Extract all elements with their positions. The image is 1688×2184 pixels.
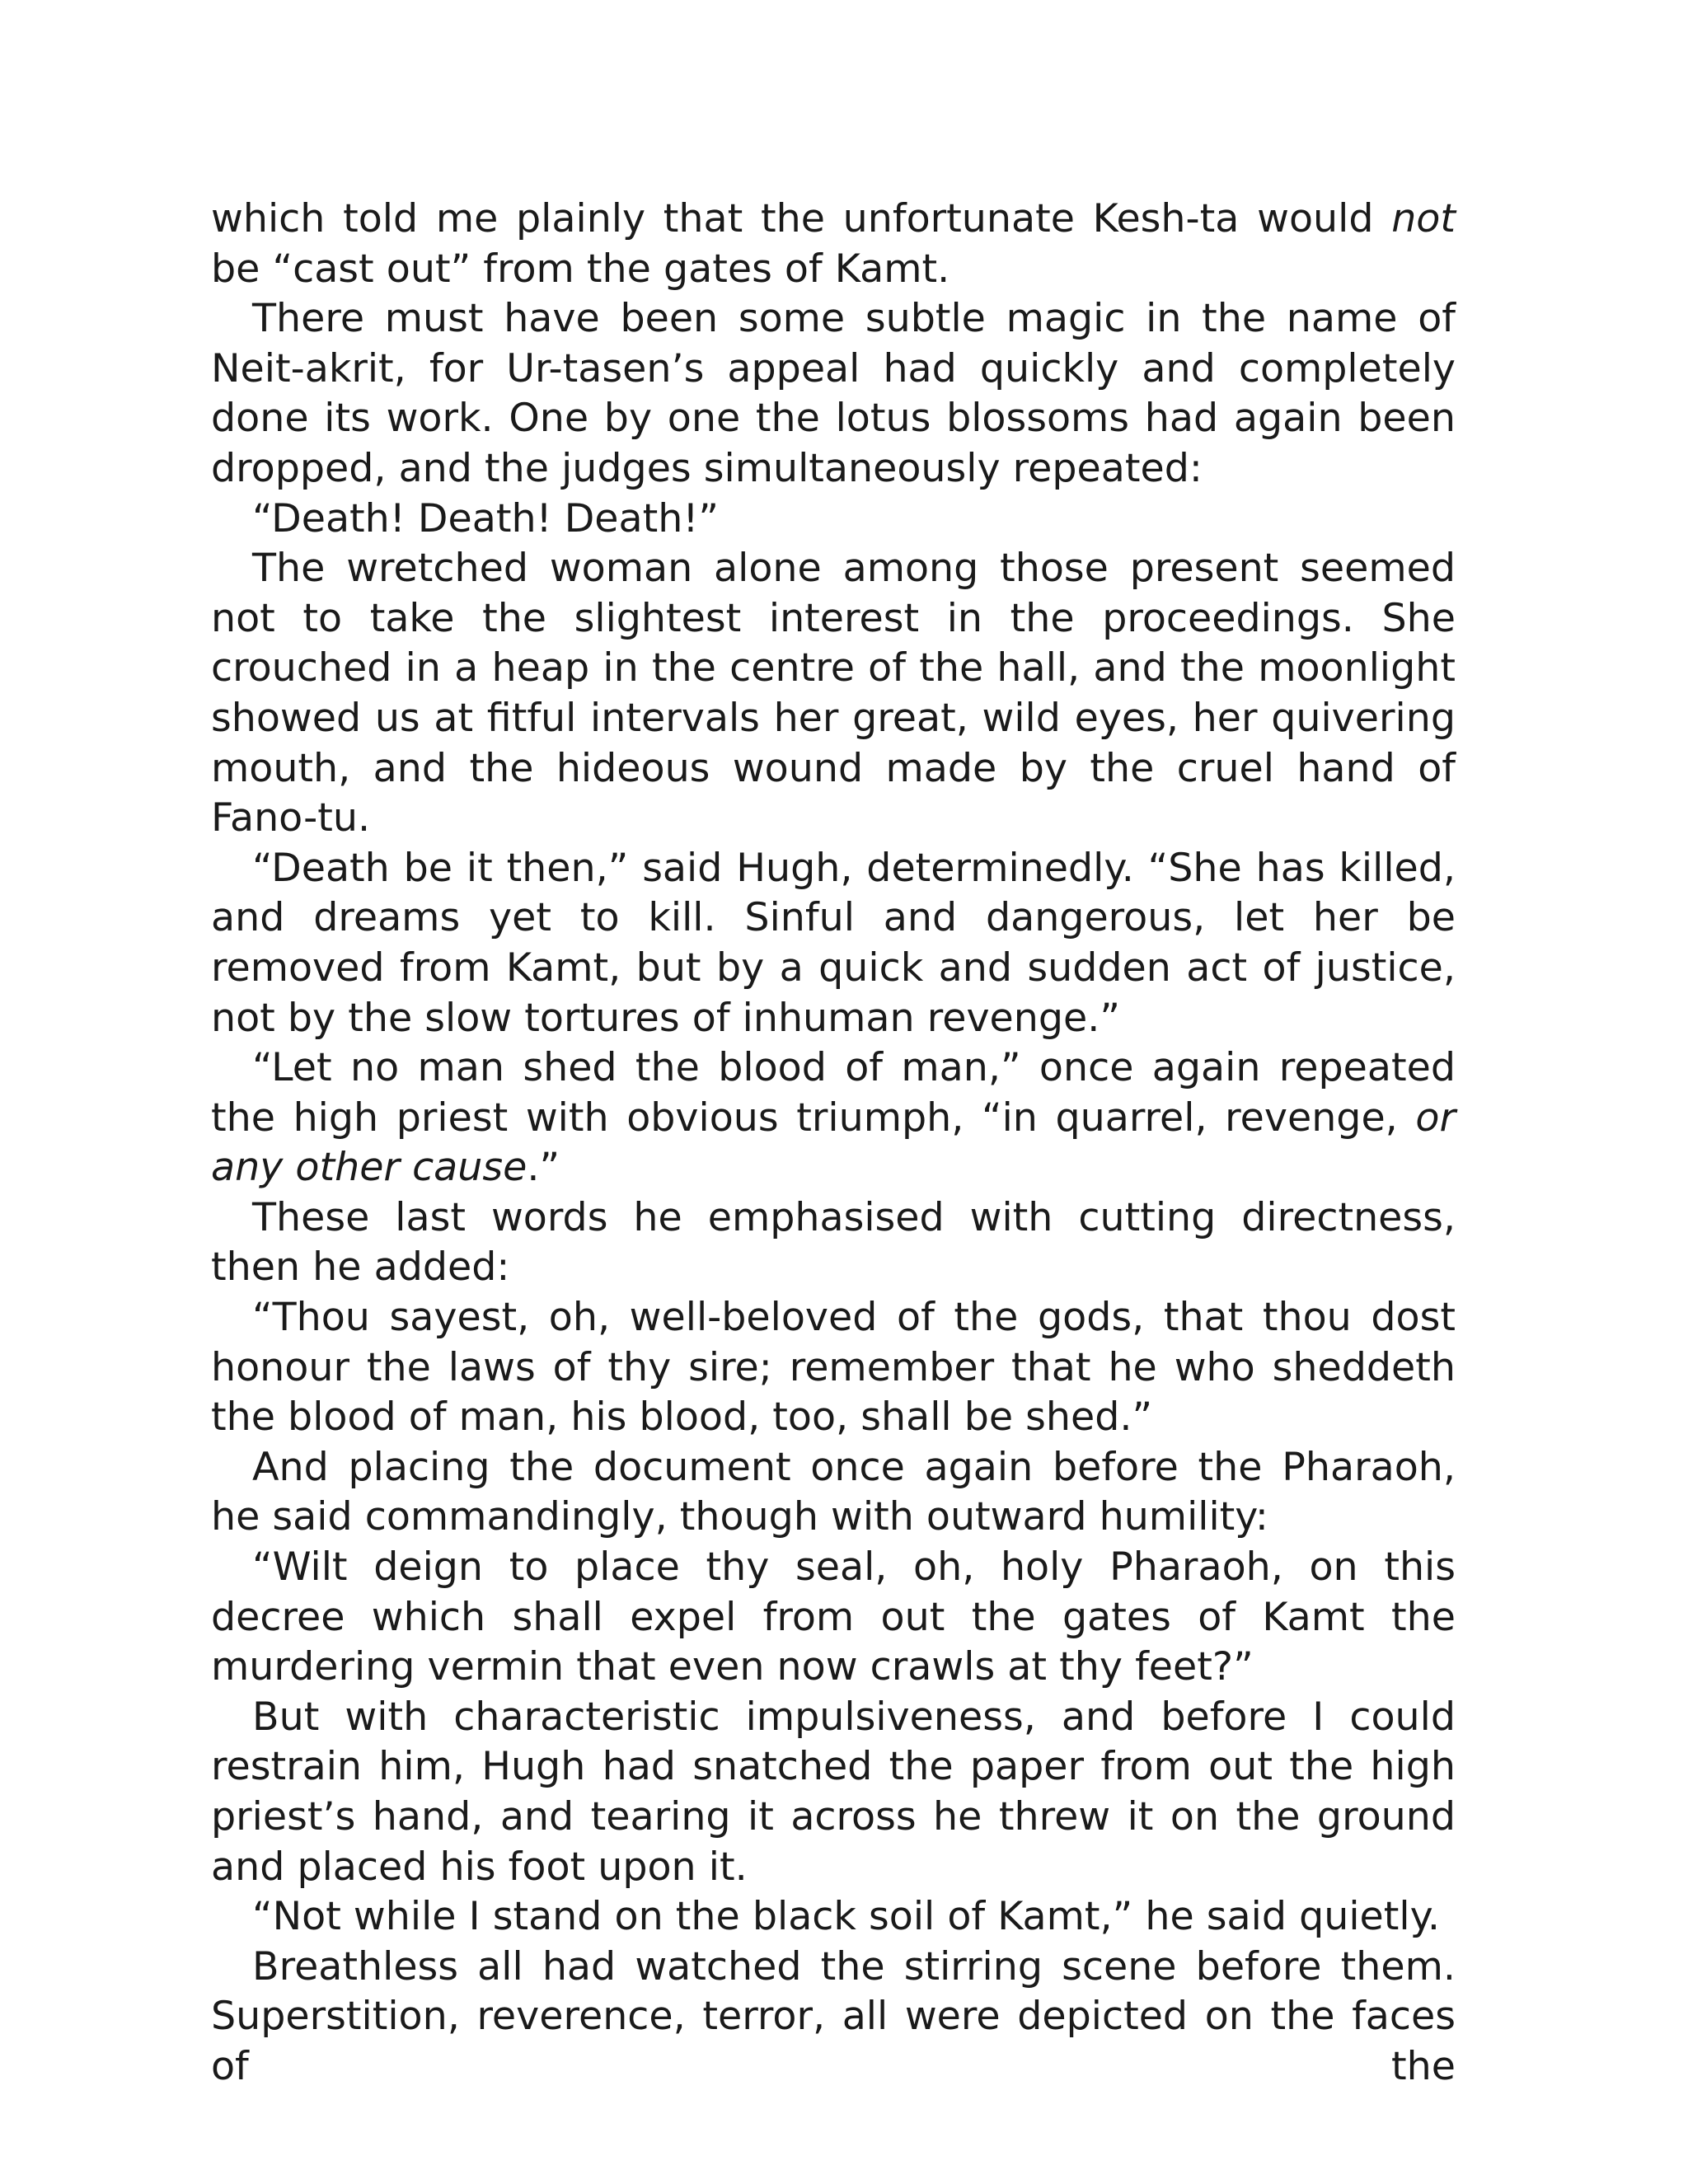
italic-run: not bbox=[1391, 196, 1456, 241]
paragraph bbox=[211, 1943, 1456, 2093]
paragraph bbox=[211, 494, 1456, 545]
text-run: The wretched woman alone among those present seemed not to take the slightest interest in the proceedings. She crouched in a heap in the centre of the hall, and the moonlight showed us at fitful intervals her great, wild eyes, her quivering mouth, and the hideous wound made by the cruel hand of Fano-tu. bbox=[211, 546, 1456, 841]
paragraph bbox=[211, 1043, 1456, 1193]
text-run: “Not while I stand on the black soil of Kamt,” he said quietly. bbox=[252, 1894, 1441, 1940]
paragraph bbox=[211, 1693, 1456, 1892]
text-run: Breathless all had watched the stirring scene before them. Superstition, reverence, terror, all were depicted on the faces of the bbox=[211, 1943, 1456, 2089]
paragraph bbox=[211, 1543, 1456, 1693]
page-body bbox=[211, 194, 1456, 2093]
paragraph bbox=[211, 194, 1456, 294]
paragraph bbox=[211, 844, 1456, 1043]
paragraph bbox=[211, 1193, 1456, 1293]
text-run: And placing the document once again before the Pharaoh, he said commandingly, though with outward humility: bbox=[211, 1444, 1456, 1540]
text-run: But with characteristic impulsiveness, and before I could restrain him, Hugh had snatched the paper from out the high priest’s hand, and tearing it across he threw it on the ground and placed his foot upon it. bbox=[211, 1694, 1456, 1890]
text-run: These last words he emphasised with cutting directness, then he added: bbox=[211, 1194, 1456, 1291]
paragraph bbox=[211, 1892, 1456, 1943]
text-run: be “cast out” from the gates of Kamt. bbox=[211, 246, 950, 292]
italic-run: or any other cause bbox=[211, 1094, 1456, 1191]
text-run: which told me plainly that the unfortunate Kesh-ta would bbox=[211, 196, 1392, 241]
text-run: “Thou sayest, oh, well-beloved of the gods, that thou dost honour the laws of thy sire; remember that he who sheddeth the blood of man, his blood, too, shall be shed.” bbox=[211, 1295, 1456, 1441]
paragraph bbox=[211, 1293, 1456, 1443]
text-run: There must have been some subtle magic in the name of Neit-akrit, for Ur-tasen’s appeal had quickly and completely done its work. One by one the lotus blossoms had again been dropped, and the judges simultaneously repeated: bbox=[211, 296, 1456, 491]
text-run: “Wilt deign to place thy seal, oh, holy Pharaoh, on this decree which shall expel from out the gates of Kamt the murdering vermin that even now crawls at thy feet?” bbox=[211, 1544, 1456, 1690]
text-run: “Let no man shed the blood of man,” once again repeated the high priest with obvious triumph, “in quarrel, revenge, bbox=[211, 1045, 1456, 1141]
paragraph bbox=[211, 1443, 1456, 1543]
paragraph bbox=[211, 544, 1456, 844]
text-run: .” bbox=[527, 1145, 560, 1191]
text-run: “Death be it then,” said Hugh, determinedly. “She has killed, and dreams yet to kill. Sinful and dangerous, let her be removed from Kamt, but by a quick and sudden act of justice, not by the slow tortures of inhuman revenge.” bbox=[211, 845, 1456, 1041]
paragraph bbox=[211, 294, 1456, 494]
text-run: “Death! Death! Death!” bbox=[252, 495, 719, 541]
